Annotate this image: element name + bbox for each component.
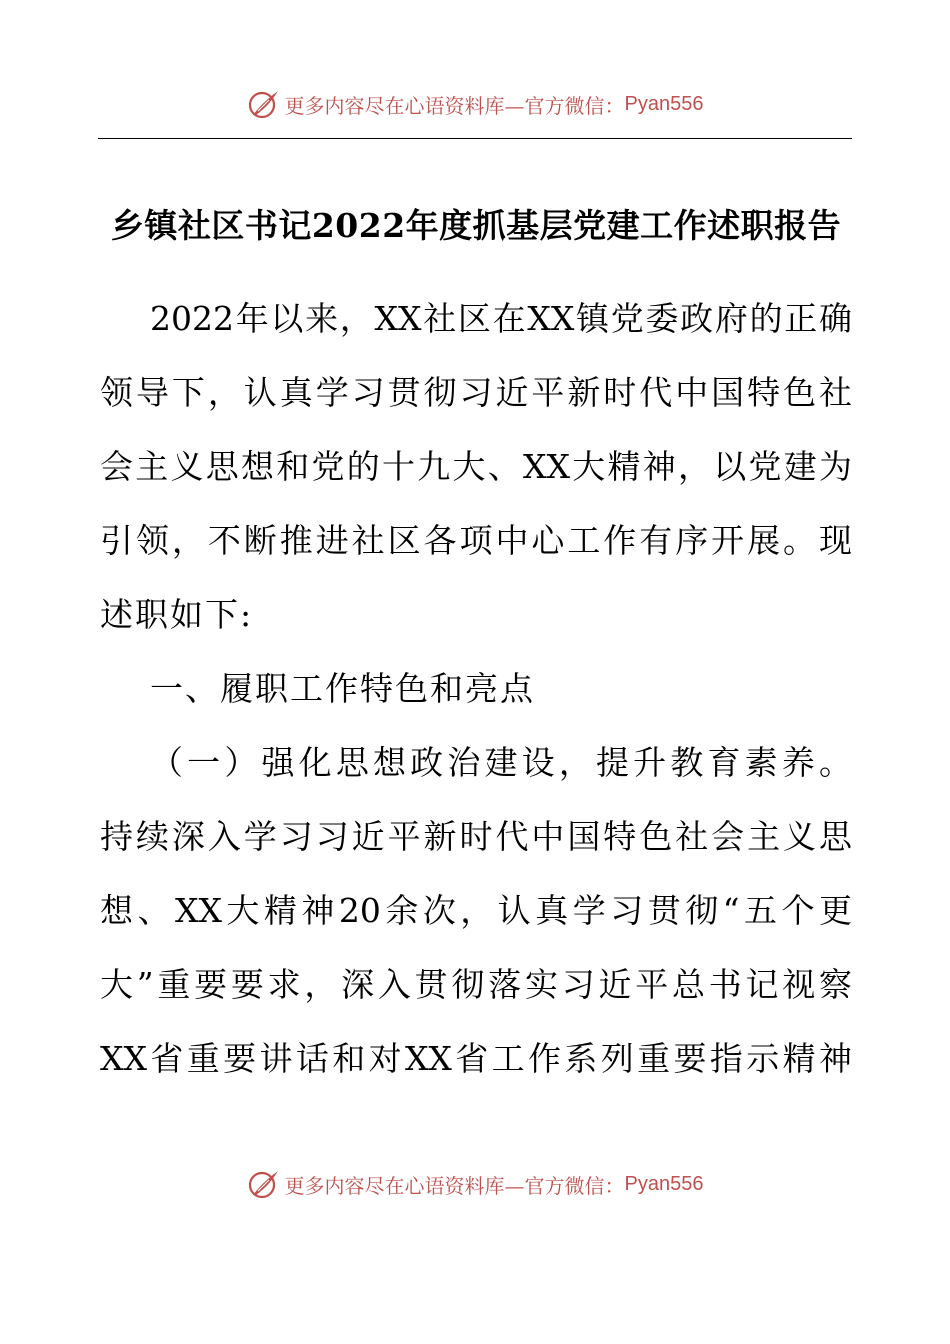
body-line: XX省重要讲话和对XX省工作系列重要指示精神 bbox=[100, 1039, 852, 1078]
wechat-id: Pyan556 bbox=[624, 1172, 704, 1195]
document-body bbox=[100, 290, 852, 1104]
quill-logo-icon bbox=[247, 87, 281, 121]
body-line: 持续深入学习习近平新时代中国特色社会主义思 bbox=[100, 817, 852, 856]
body-line: 领导下，认真学习贯彻习近平新时代中国特色社 bbox=[100, 373, 852, 412]
body-line: 想、XX大精神20余次，认真学习贯彻“五个更 bbox=[100, 891, 852, 930]
banner-text: 更多内容尽在心语资料库—官方微信： bbox=[284, 1173, 625, 1198]
quill-logo-icon bbox=[247, 1167, 281, 1201]
body-line: 引领，不断推进社区各项中心工作有序开展。现 bbox=[100, 521, 852, 560]
body-line: 大”重要要求，深入贯彻落实习近平总书记视察 bbox=[100, 965, 852, 1004]
header-banner bbox=[0, 84, 950, 124]
body-line: 述职如下: bbox=[100, 595, 254, 634]
subsection-heading: （一）强化思想政治建设，提升教育素养。 bbox=[150, 743, 852, 782]
body-line: 会主义思想和党的十九大、XX大精神，以党建为 bbox=[100, 447, 852, 486]
body-line: 2022年以来，XX社区在XX镇党委政府的正确 bbox=[150, 299, 852, 338]
banner-text: 更多内容尽在心语资料库—官方微信： bbox=[284, 93, 625, 118]
wechat-id: Pyan556 bbox=[624, 92, 704, 115]
section-heading: 一、履职工作特色和亮点 bbox=[150, 669, 535, 708]
header-divider bbox=[98, 138, 852, 139]
document-title: 乡镇社区书记2022年度抓基层党建工作述职报告 bbox=[110, 206, 842, 245]
footer-banner bbox=[0, 1164, 950, 1204]
